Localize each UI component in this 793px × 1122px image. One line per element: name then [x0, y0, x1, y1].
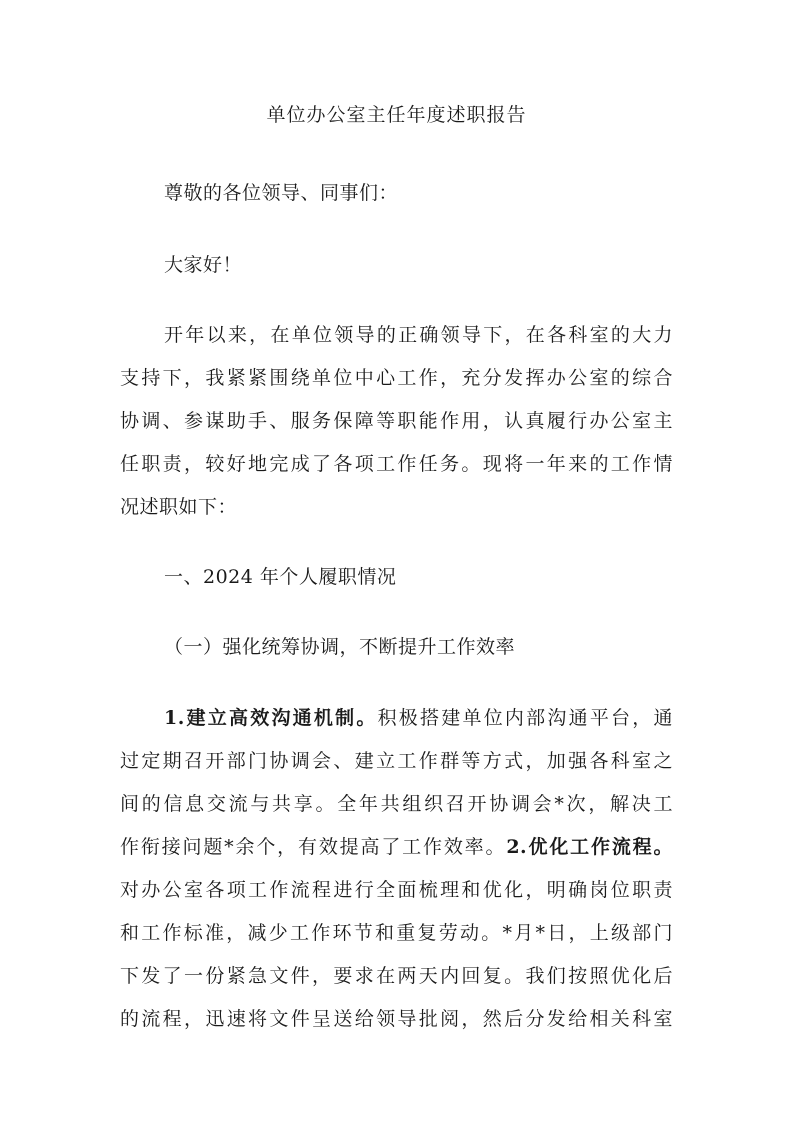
intro-line-1: 开年以来，在单位领导的正确领导下，在各科室的大力 — [164, 324, 673, 346]
intro-line-2: 支持下，我紧紧围绕单位中心工作，充分发挥办公室的综合 — [120, 367, 673, 389]
intro-line-4: 任职责，较好地完成了各项工作任务。现将一年来的工作情 — [120, 453, 673, 475]
item1-line-rest: 积极搭建单位内部沟通平台，通 — [377, 707, 673, 729]
item1-heading: 1.建立高效沟通机制。 — [164, 707, 378, 729]
subsection-heading: （一）强化统筹协调，不断提升工作效率 — [164, 636, 516, 658]
salutation: 尊敬的各位领导、同事们： — [164, 182, 399, 204]
intro-line-3: 协调、参谋助手、服务保障等职能作用，认真履行办公室主 — [120, 410, 673, 432]
section-heading: 一、2024 年个人履职情况 — [164, 566, 397, 588]
body-line-2: 间的信息交流与共享。全年共组织召开协调会*次，解决工 — [120, 793, 673, 815]
item2-line — [120, 832, 673, 859]
document-title: 单位办公室主任年度述职报告 — [266, 104, 527, 126]
body-line-6: 的流程，迅速将文件呈送给领导批阅，然后分发给相关科室 — [120, 1008, 673, 1030]
item2-heading: 2.优化工作流程。 — [506, 836, 673, 858]
greeting: 大家好！ — [164, 254, 243, 276]
body-line-3: 对办公室各项工作流程进行全面梳理和优化，明确岗位职责 — [120, 879, 673, 901]
pre-item2-text: 作衔接问题*余个，有效提高了工作效率。 — [120, 836, 507, 858]
body-line-5: 下发了一份紧急文件，要求在两天内回复。我们按照优化后 — [120, 965, 673, 987]
intro-line-5: 况述职如下： — [120, 496, 238, 518]
body-line-1: 过定期召开部门协调会、建立工作群等方式，加强各科室之 — [120, 750, 673, 772]
body-line-4: 和工作标准，减少工作环节和重复劳动。*月*日，上级部门 — [120, 922, 673, 944]
item1-first-line — [164, 703, 673, 730]
